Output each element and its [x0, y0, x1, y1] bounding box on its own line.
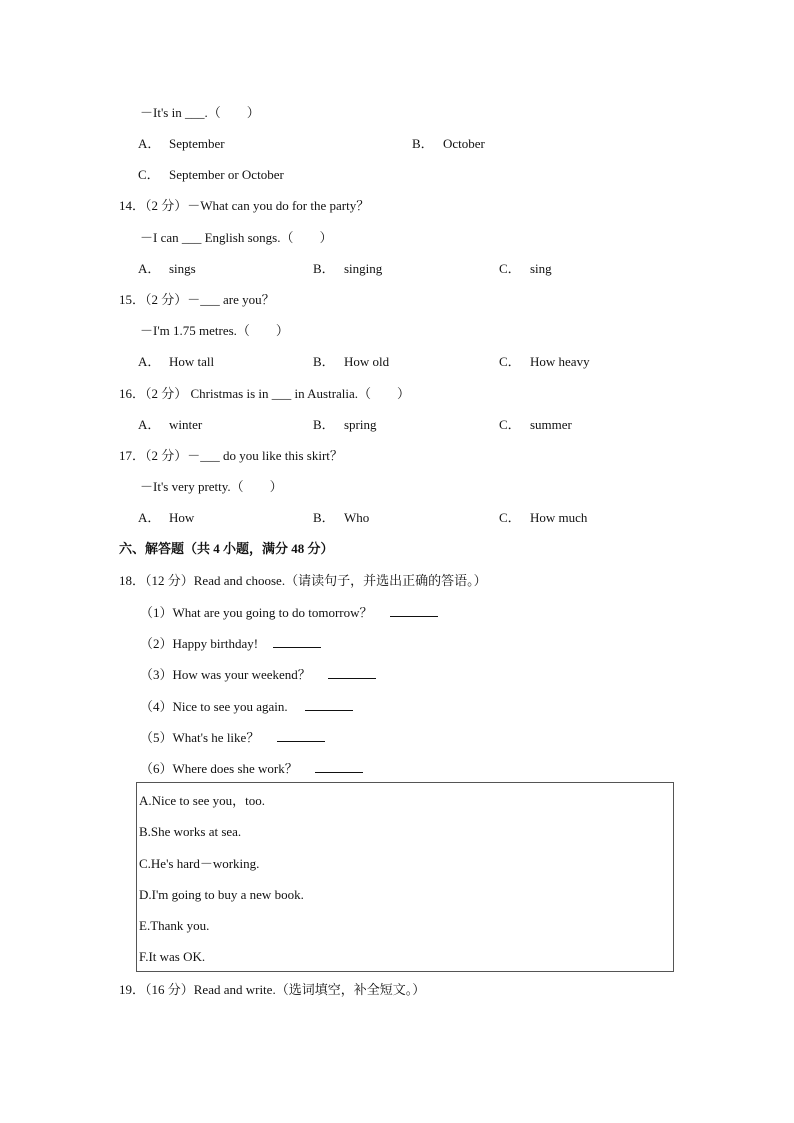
option-label: B． [313, 510, 335, 525]
answer-blank[interactable] [315, 760, 363, 773]
q14-stem: 14．（2 分）－What can you do for the party？ [119, 198, 370, 213]
option-label: A． [138, 510, 161, 525]
q18-stem: 18．（12 分）Read and choose.（请读句子，并选出正确的答语。） [119, 573, 487, 588]
item-text: （3）How was your weekend？ [140, 667, 311, 682]
q14-option-b[interactable] [313, 261, 382, 277]
option-text: winter [169, 417, 203, 432]
option-text: September [169, 136, 225, 151]
choice-d: D.I'm going to buy a new book. [139, 887, 304, 902]
option-label: A． [138, 261, 161, 276]
section-heading: 六、解答题（共 4 小题，满分 48 分） [119, 541, 334, 556]
answer-blank[interactable] [305, 698, 353, 711]
q14-answer-line: －I can ___ English songs.（ ） [140, 230, 333, 245]
item-text: （6）Where does she work？ [140, 761, 298, 776]
choice-a: A.Nice to see you，too. [139, 793, 266, 808]
option-text: sing [530, 261, 552, 276]
option-text: How [169, 510, 195, 525]
q16-stem: 16．（2 分） Christmas is in ___ in Australia.（ ） [119, 386, 411, 401]
q17-option-a[interactable] [138, 510, 194, 526]
choice-f: F.It was OK. [139, 949, 206, 964]
item-text: （4）Nice to see you again. [140, 699, 288, 714]
choice-c: C.He's hard－working. [139, 856, 260, 871]
option-text: singing [344, 261, 383, 276]
q13-answer-line: －It's in ___.（ ） [140, 105, 260, 120]
q15-option-b[interactable] [313, 354, 389, 370]
choice-e: E.Thank you. [139, 918, 210, 933]
q15-option-c[interactable] [499, 354, 590, 370]
q16-option-a[interactable] [138, 417, 202, 433]
option-label: B． [313, 354, 335, 369]
q15-stem: 15．（2 分）－___ are you？ [119, 292, 275, 307]
q18-item-4 [140, 698, 353, 715]
option-label: C． [499, 354, 521, 369]
item-text: （2）Happy birthday! [140, 636, 259, 651]
option-label: C． [499, 417, 521, 432]
q18-item-1 [140, 604, 438, 621]
option-text: sings [169, 261, 196, 276]
q16-option-b[interactable] [313, 417, 377, 433]
option-label: B． [313, 261, 335, 276]
q13-option-b[interactable] [412, 136, 485, 152]
option-text: Who [344, 510, 370, 525]
option-text: How heavy [530, 354, 590, 369]
option-text: How old [344, 354, 390, 369]
option-label: C． [499, 510, 521, 525]
option-label: B． [313, 417, 335, 432]
q18-item-2 [140, 635, 321, 652]
q15-answer-line: －I'm 1.75 metres.（ ） [140, 323, 289, 338]
choice-b: B.She works at sea. [139, 824, 242, 839]
answer-choices-box [136, 782, 674, 972]
option-label: A． [138, 354, 161, 369]
q18-item-5 [140, 729, 325, 746]
q13-option-c[interactable] [138, 167, 284, 183]
q17-option-c[interactable] [499, 510, 587, 526]
option-text: summer [530, 417, 572, 432]
q17-answer-line: －It's very pretty.（ ） [140, 479, 283, 494]
answer-blank[interactable] [273, 635, 321, 648]
option-label: A． [138, 417, 161, 432]
q13-option-a[interactable] [138, 136, 225, 152]
q18-item-6 [140, 760, 363, 777]
answer-blank[interactable] [390, 604, 438, 617]
option-text: spring [344, 417, 377, 432]
answer-blank[interactable] [277, 729, 325, 742]
option-label: C． [138, 167, 160, 182]
q17-stem: 17．（2 分）－___ do you like this skirt？ [119, 448, 343, 463]
option-label: B． [412, 136, 434, 151]
option-label: C． [499, 261, 521, 276]
q18-item-3 [140, 666, 376, 683]
q17-option-b[interactable] [313, 510, 369, 526]
q14-option-a[interactable] [138, 261, 196, 277]
q19-stem: 19．（16 分）Read and write.（选词填空，补全短文。） [119, 982, 426, 997]
q16-option-c[interactable] [499, 417, 572, 433]
q14-option-c[interactable] [499, 261, 552, 277]
item-text: （5）What's he like？ [140, 730, 260, 745]
answer-blank[interactable] [328, 666, 376, 679]
option-text: How much [530, 510, 588, 525]
item-text: （1）What are you going to do tomorrow？ [140, 605, 373, 620]
q15-option-a[interactable] [138, 354, 214, 370]
option-label: A． [138, 136, 161, 151]
option-text: September or October [169, 167, 284, 182]
option-text: How tall [169, 354, 215, 369]
option-text: October [443, 136, 485, 151]
